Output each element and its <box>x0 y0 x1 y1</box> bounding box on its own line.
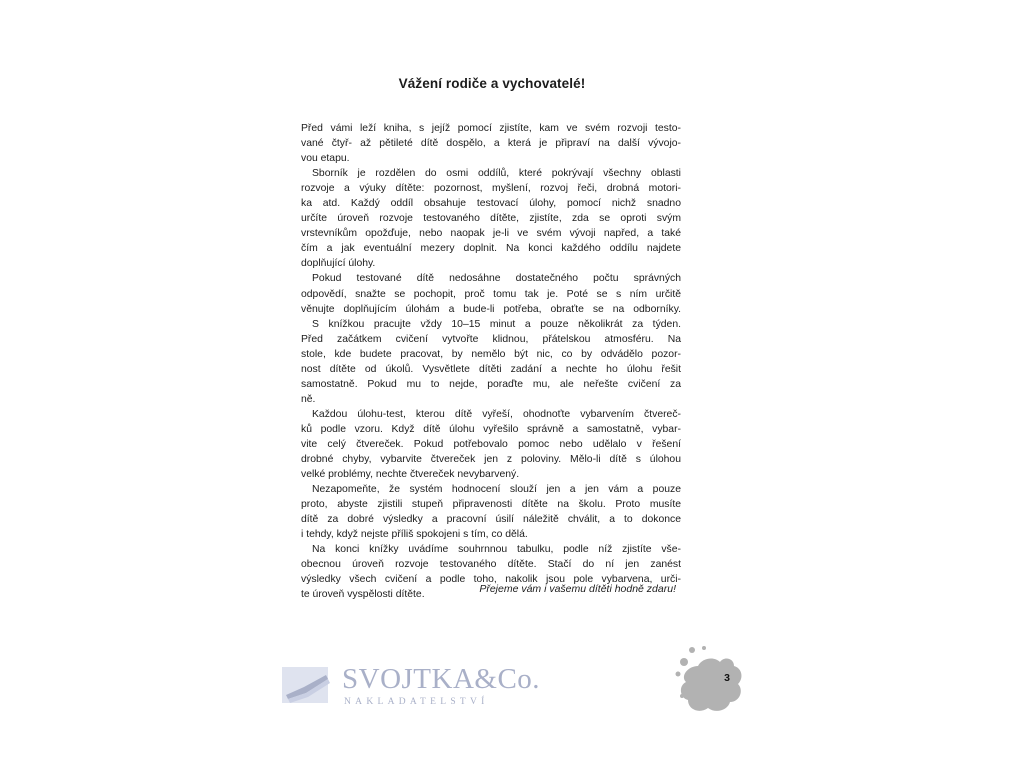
text-line: samostatně. Pokud mu to nejde, poraďte mu, ale neřešte cvičení za <box>301 378 681 390</box>
page-number: 3 <box>724 672 730 684</box>
publisher-logo <box>282 663 541 713</box>
text-line: nost dítěte od úkolů. Vysvětlete dítěti zadání a nechte ho úlohu řešit <box>301 363 681 375</box>
text-line: vite celý čtvereček. Pokud potřebovalo pomoc nebo udělalo v řešení <box>301 438 681 450</box>
text-line: určíte úroveň rozvoje testovaného dítěte, zjistíte, zda se oproti svým <box>301 213 681 225</box>
text-line: Před začátkem cvičení vytvořte klidnou, přátelskou atmosféru. Na <box>301 333 681 345</box>
ink-splash-icon <box>668 638 748 718</box>
text-line: Na konci knížky uvádíme souhrnnou tabulku, podle níž zjistíte vše- <box>312 544 681 556</box>
text-line: ků podle vzoru. Když dítě úlohu vyřešilo správně a samostatně, vybar- <box>301 423 681 435</box>
text-line: te úroveň vyspělosti dítěte. <box>301 589 425 601</box>
book-icon <box>282 665 334 705</box>
text-line: Sborník je rozdělen do osmi oddílů, které pokrývají všechny oblasti <box>312 168 681 180</box>
text-line: velké problémy, nechte čtvereček nevybarvený. <box>301 469 520 481</box>
text-line: vou etapu. <box>301 153 350 165</box>
text-line: i tehdy, když nejste příliš spokojeni s tím, co dělá. <box>301 529 528 541</box>
logo-subtitle: NAKLADATELSTVÍ <box>344 697 489 707</box>
text-line: stole, kde budete pracovat, by nemělo být nic, co by odvádělo pozor- <box>301 348 681 360</box>
letter-body <box>301 121 681 603</box>
text-line: ně. <box>301 393 316 405</box>
text-line: vrstevníkům opožďuje, nebo naopak je-li ve svém vývoji napřed, a také <box>301 228 681 240</box>
text-line: Pokud testované dítě nedosáhne dostatečného počtu správných <box>312 273 681 285</box>
text-line: S knížkou pracujte vždy 10–15 minut a pouze několikrát za týden. <box>312 318 681 330</box>
text-line: ka atd. Každý oddíl obsahuje testovací úlohy, pomocí nichž snadno <box>301 198 681 210</box>
text-line: dítě za dobré výsledky a pracovní úsilí náležitě chválit, a to dokonce <box>301 514 681 526</box>
text-line: odpovědí, snažte se pochopit, proč tomu tak je. Poté se s ním určitě <box>301 288 681 300</box>
closing-wish: Přejeme vám i vašemu dítěti hodně zdaru! <box>479 583 676 595</box>
text-line: Nezapomeňte, že systém hodnocení slouží jen a jen vám a pouze <box>312 484 681 496</box>
text-line: drobné chyby, vybarvite čtvereček jen z poloviny. Mělo-li dítě s úlohou <box>301 454 681 466</box>
text-line: proto, abyste zjistili stupeň připravenosti dítěte na školu. Proto musíte <box>301 499 681 511</box>
page-title: Vážení rodiče a vychovatelé! <box>398 76 586 91</box>
text-line: obecnou úroveň rozvoje testovaného dítěte. Stačí do ní jen zanést <box>301 559 681 571</box>
text-line: Každou úlohu-test, kterou dítě vyřeší, ohodnoťte vybarvením čtvereč- <box>312 408 681 420</box>
text-line: výsledky všech cvičení a podle toho, nakolik jsou pole vybarvena, urči- <box>301 574 681 586</box>
logo-name: SVOJTKA&Co. <box>342 663 541 695</box>
text-line: Před vámi leží kniha, s jejíž pomocí zjistíte, kam ve svém rozvoji testo- <box>301 123 681 134</box>
text-line: doplňující úlohy. <box>301 258 376 270</box>
text-line: vané čtyř- až pětileté dítě dospělo, a která je připraví na další vývojo- <box>301 138 681 150</box>
text-line: rozvoje a výuky dítěte: pozornost, myšlení, rozvoj řeči, drobná motori- <box>301 183 681 195</box>
text-line: věnujte doplňujícím úlohám a bude-li potřeba, obraťte se na odborníky. <box>301 303 681 315</box>
text-line: čím a jak eventuální mezery doplnit. Na konci každého oddílu najdete <box>301 243 681 255</box>
